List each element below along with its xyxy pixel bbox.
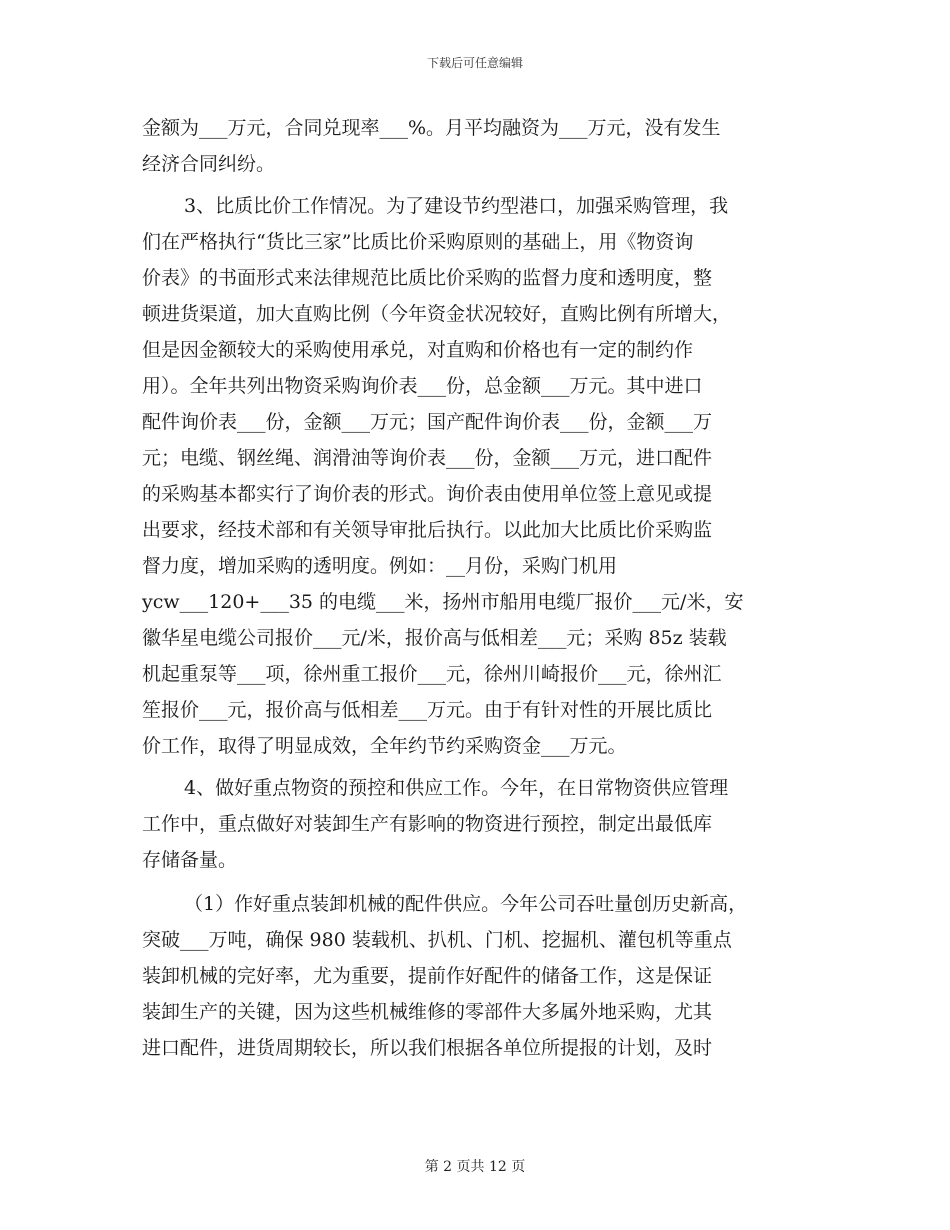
text-line: 配件询价表___份，金额___万元；国产配件询价表___份，金额___万 — [142, 411, 713, 433]
text-line: ycw___120+___35 的电缆___米，扬州市船用电缆厂报价___元/米，安 — [142, 591, 744, 613]
text-line: 金额为___万元，合同兑现率___%。月平均融资为___万元，没有发生 — [142, 117, 721, 139]
text-line: 存储备量。 — [142, 849, 238, 871]
text-line: 出要求，经技术部和有关领导审批后执行。以此加大比质比价采购监 — [142, 519, 713, 541]
text-line: 顿进货渠道，加大直购比例（今年资金状况较好，直购比例有所增大， — [142, 303, 732, 325]
text-line: 进口配件，进货周期较长，所以我们根据各单位所提报的计划，及时 — [142, 1037, 713, 1059]
text-line: 3、比质比价工作情况。为了建设节约型港口，加强采购管理，我 — [184, 195, 729, 217]
text-line: 价表》的书面形式来法律规范比质比价采购的监督力度和透明度，整 — [142, 267, 713, 289]
text-line: 用）。全年共列出物资采购询价表___份，总金额___万元。其中进口 — [142, 375, 703, 397]
text-line: 笙报价___元，报价高与低相差___万元。由于有针对性的开展比质比 — [142, 699, 713, 721]
page-footer: 第 2 页共 12 页 — [424, 1159, 526, 1175]
text-line: 们在严格执行“货比三家”比质比价采购原则的基础上，用《物资询 — [142, 231, 694, 253]
text-line: 但是因金额较大的采购使用承兑，对直购和价格也有一定的制约作 — [142, 339, 694, 361]
text-line: 的采购基本都实行了询价表的形式。询价表由使用单位签上意见或提 — [142, 483, 713, 505]
text-line: 价工作，取得了明显成效，全年约节约采购资金___万元。 — [142, 735, 627, 757]
text-line: 元；电缆、钢丝绳、润滑油等询价表___份，金额___万元，进口配件 — [142, 447, 713, 469]
text-line: 装卸机械的完好率，尤为重要，提前作好配件的储备工作，这是保证 — [142, 965, 713, 987]
text-line: 机起重泵等___项，徐州重工报价___元，徐州川崎报价___元，徐州汇 — [142, 663, 722, 685]
text-line: 工作中，重点做好对装卸生产有影响的物资进行预控，制定出最低库 — [142, 813, 713, 835]
text-line: 徽华星电缆公司报价___元/米，报价高与低相差___元；采购 85z 装载 — [142, 627, 727, 649]
text-line: 督力度，增加采购的透明度。例如：__月份，采购门机用 — [142, 555, 618, 577]
text-line: 突破___万吨，确保 980 装载机、扒机、门机、挖掘机、灌包机等重点 — [142, 929, 732, 951]
text-line: 4、做好重点物资的预控和供应工作。今年，在日常物资供应管理 — [184, 777, 729, 799]
text-line: 经济合同纠纷。 — [142, 153, 276, 175]
document-body — [142, 110, 810, 1066]
page-header: 下载后可任意编辑 — [426, 56, 523, 70]
text-line: 装卸生产的关键，因为这些机械维修的零部件大多属外地采购，尤其 — [142, 1001, 713, 1023]
text-line: （1）作好重点装卸机械的配件供应。今年公司吞吐量创历史新高， — [184, 893, 748, 915]
